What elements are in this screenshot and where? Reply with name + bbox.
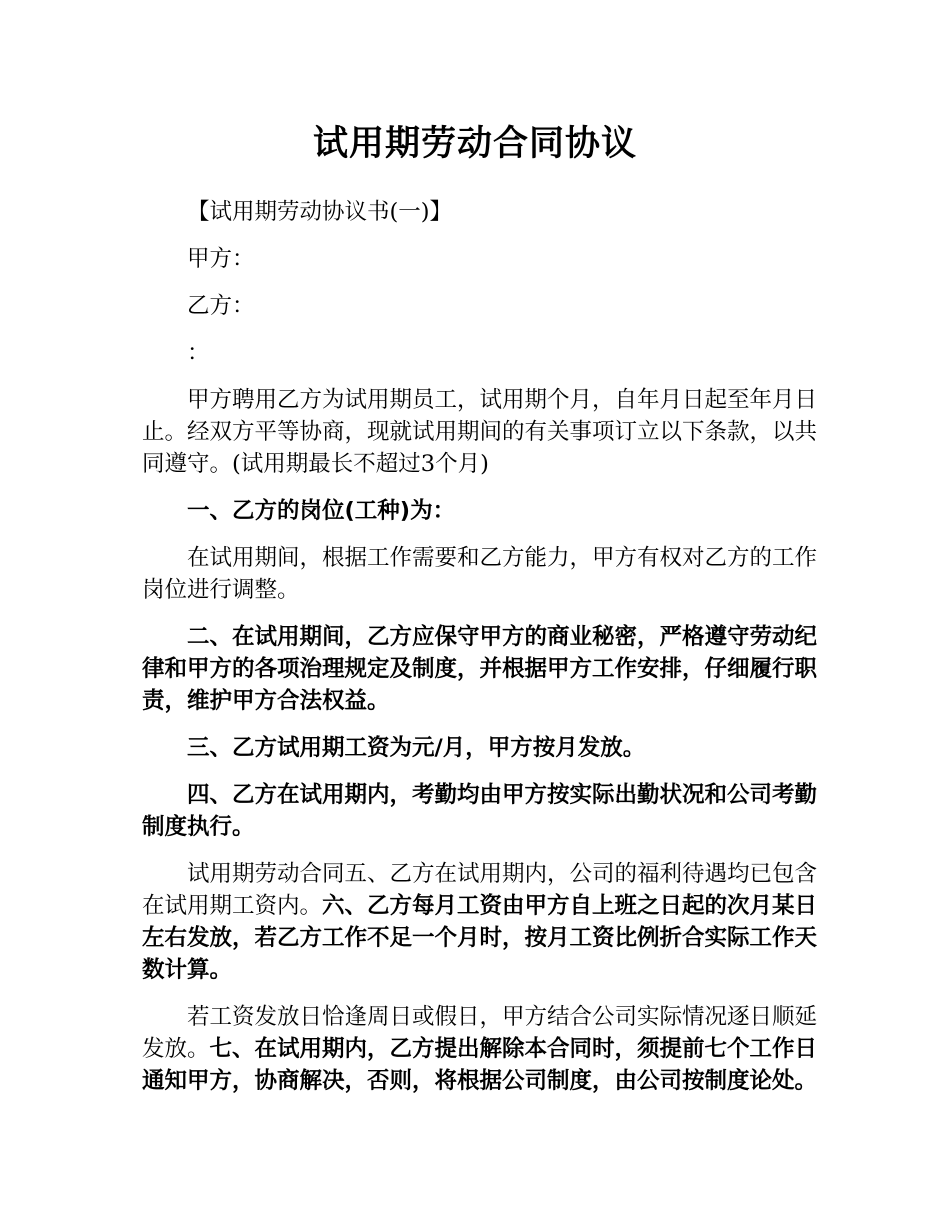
subtitle: 【试用期劳动协议书(一)】 (187, 199, 453, 225)
clause-5-text: 试用期劳动合同五、乙方在试用期内，公司的福利待遇均已包含在试用期工资内。 (142, 861, 818, 919)
clause-6-note-text: 若工资发放日恰逢周日或假日，甲方结合公司实际情况逐日顺延发放。 (142, 1004, 818, 1062)
document-body (142, 196, 822, 1112)
clause-7-text: 七、在试用期内，乙方提出解除本合同时，须提前七个工作日通知甲方，协商解决，否则，将根据公司制度，由公司按制度论处。 (142, 1036, 818, 1094)
party-b-line: 乙方： (187, 293, 255, 319)
clause-6-text: 六、乙方每月工资由甲方自上班之日起的次月某日左右发放，若乙方工作不足一个月时，按月工资比例折合实际工作天数计算。 (142, 893, 818, 983)
document-title: 试用期劳动合同协议 (312, 124, 637, 164)
clause-1-body: 在试用期间，根据工作需要和乙方能力，甲方有权对乙方的工作岗位进行调整。 (142, 545, 818, 603)
clause-1-heading: 一、乙方的岗位(工种)为： (187, 498, 456, 524)
clause-5-6-paragraph (142, 858, 822, 986)
party-a-line: 甲方： (187, 246, 255, 272)
intro-paragraph: 甲方聘用乙方为试用期员工，试用期个月，自年月日起至年月日止。经双方平等协商，现就试用期间的有关事项订立以下条款，以共同遵守。(试用期最长不超过3个月) (142, 387, 818, 477)
clause-6-7-paragraph (142, 1001, 822, 1097)
clause-3: 三、乙方试用期工资为元/月，甲方按月发放。 (187, 735, 646, 761)
colon-line: ： (187, 340, 210, 366)
clause-4: 四、乙方在试用期内，考勤均由甲方按实际出勤状况和公司考勤制度执行。 (142, 782, 818, 840)
clause-2: 二、在试用期间，乙方应保守甲方的商业秘密，严格遵守劳动纪律和甲方的各项治理规定及制度，并根据甲方工作安排，仔细履行职责，维护甲方合法权益。 (142, 624, 818, 714)
